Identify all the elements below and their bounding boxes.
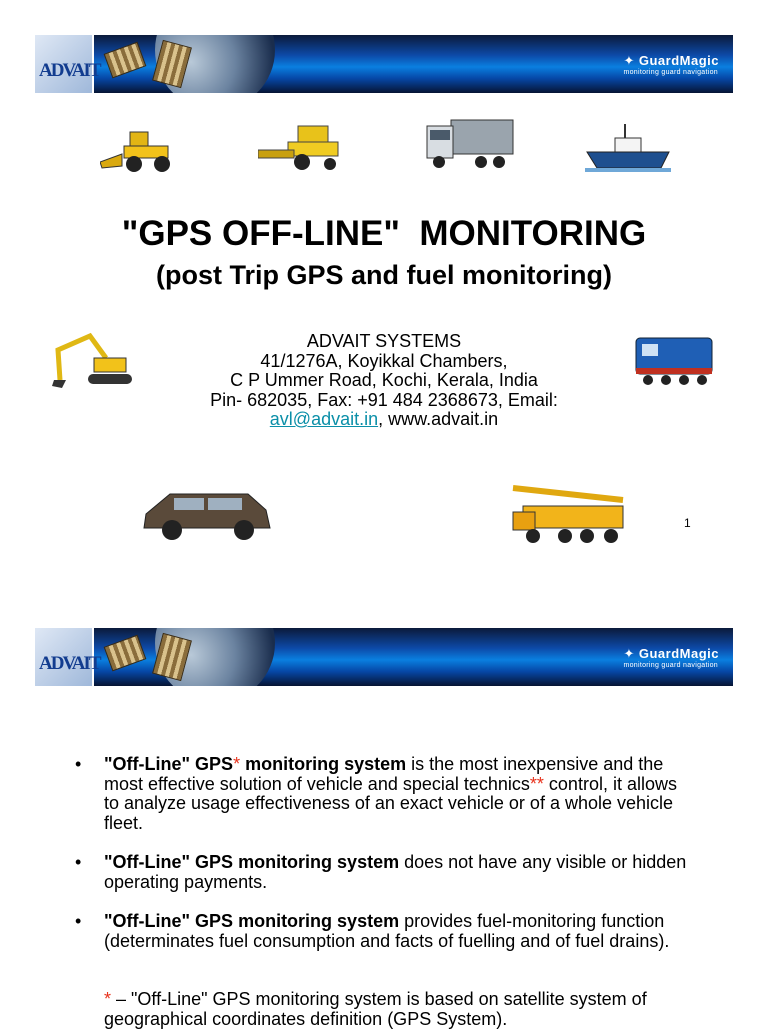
- tugboat-icon: [585, 122, 671, 174]
- address-line: Pin- 682035, Fax: +91 484 2368673, Email:: [210, 389, 558, 410]
- header-banner: [35, 35, 733, 93]
- guardmagic-logo: ✦ GuardMagic monitoring guard navigation: [623, 646, 719, 669]
- website-text: www.advait.in: [388, 409, 499, 429]
- mobile-crane-icon: [503, 484, 633, 546]
- advait-logo: ADVAIT: [35, 35, 94, 93]
- advait-logo: ADVAIT: [35, 628, 94, 686]
- truck-icon: [425, 116, 515, 172]
- company-name: ADVAIT SYSTEMS: [306, 331, 462, 351]
- footnote: * – "Off-Line" GPS monitoring system is based on satellite system of geographical coordinates definition (GPS System).: [104, 989, 647, 1029]
- company-address: [0, 332, 768, 430]
- page-number: 1: [684, 516, 691, 530]
- slide-title: "GPS OFF-LINE" MONITORING: [121, 214, 647, 253]
- wheel-loader-icon: [100, 124, 182, 172]
- contact-line: avl@advait.in, www.advait.in: [269, 409, 499, 429]
- satellite-icon: [104, 635, 147, 672]
- email-link[interactable]: avl@advait.in: [269, 409, 379, 429]
- slide-subtitle: (post Trip GPS and fuel monitoring): [156, 260, 612, 290]
- bullet-list: [75, 755, 695, 971]
- list-item: • "Off-Line" GPS monitoring system provides fuel-monitoring function (determinates fuel consumption and facts of fuelling and of fuel drains).: [75, 911, 670, 951]
- list-item: • "Off-Line" GPS* monitoring system is the most inexpensive and the most effective solution of vehicle and special technics** control, it allows to analyze usage effectiveness of an exact vehicle or of a whole vehicle fleet.: [75, 754, 677, 833]
- address-line: 41/1276A, Koyikkal Chambers,: [260, 350, 508, 371]
- combine-harvester-icon: [258, 122, 346, 172]
- header-banner: [35, 628, 733, 686]
- guardmagic-logo: ✦ GuardMagic monitoring guard navigation: [623, 53, 719, 76]
- address-line: C P Ummer Road, Kochi, Kerala, India: [230, 370, 538, 390]
- satellite-icon: [104, 42, 147, 79]
- list-item: • "Off-Line" GPS monitoring system does not have any visible or hidden operating payments.: [75, 852, 687, 892]
- suv-icon: [140, 484, 276, 544]
